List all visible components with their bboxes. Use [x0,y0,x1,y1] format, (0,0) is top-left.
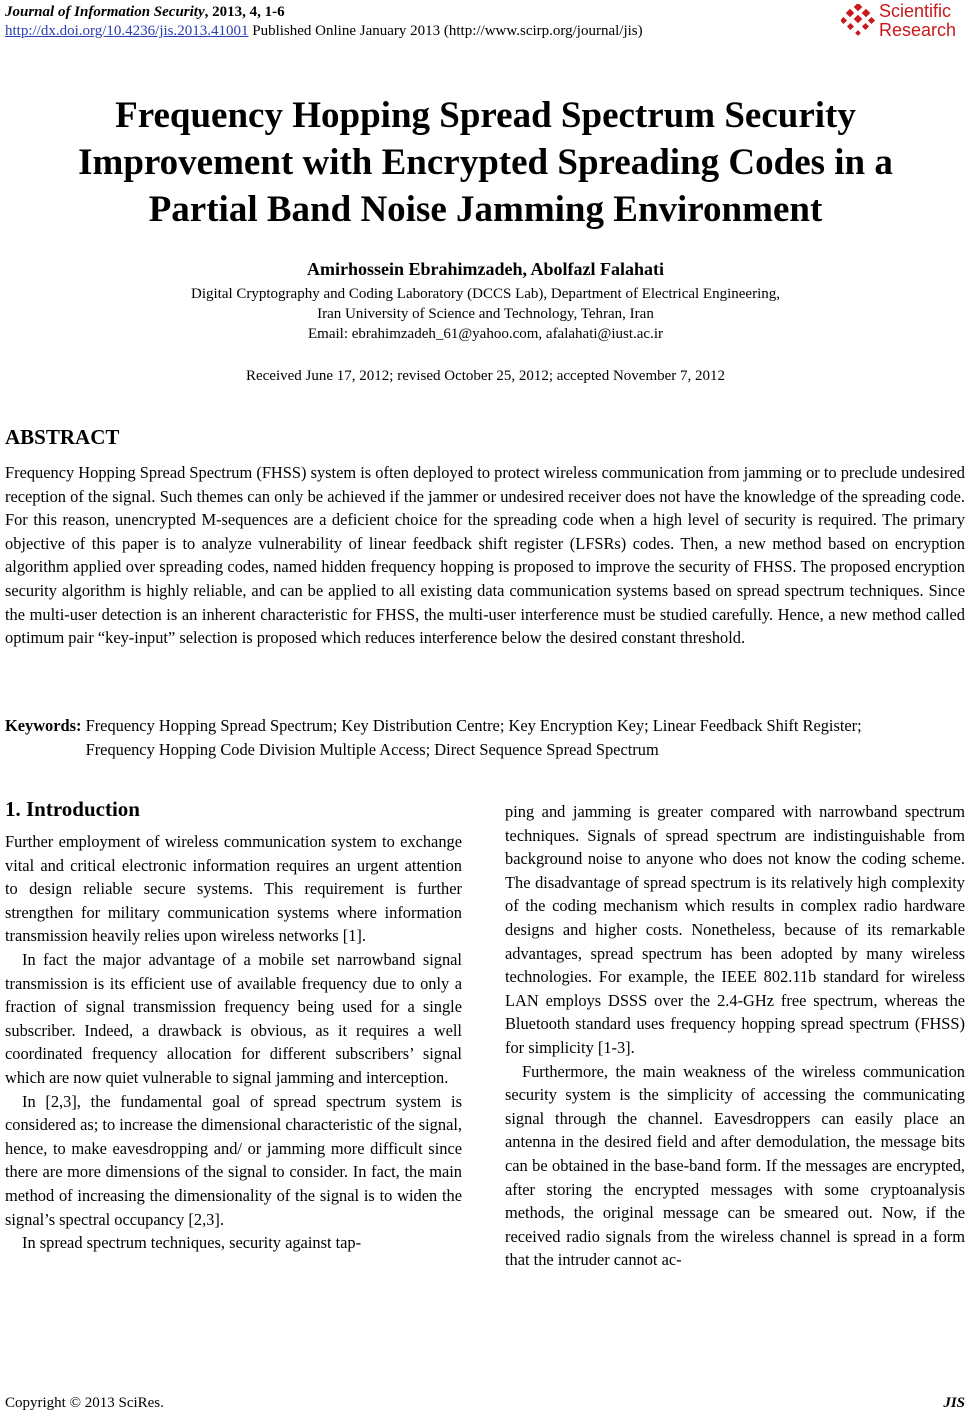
affiliation [0,284,971,344]
title-line-2: Improvement with Encrypted Spreading Codes in a [78,142,893,183]
logo-line-1: Scientific [879,1,952,21]
body-paragraph: In [2,3], the fundamental goal of spread spectrum system is considered as; to increase the dimensional characteristic of the signal, hence, to make eavesdropping and/ or jamming more difficult since there are more dimensions of the signal to consider. In fact, the main method of increasing the dimensionality of the signal is to widen the signal’s spectral occupancy [2,3]. [5,1091,462,1229]
received-dates: Received June 17, 2012; revised October 25, 2012; accepted November 7, 2012 [245,368,726,384]
logo-wordmark [879,2,956,40]
affiliation-email: Email: ebrahimzadeh_61@yahoo.com, afalahati@iust.ac.ir [308,326,663,342]
keywords-label: Keywords: [5,716,82,735]
authors: Amirhossein Ebrahimzadeh, Abolfazl Falahati [306,259,665,279]
running-header [5,3,643,41]
journal-citation [5,3,643,22]
affiliation-line-1: Digital Cryptography and Coding Laboratory (DCCS Lab), Department of Electrical Engineering, [190,286,780,302]
body-paragraph: In spread spectrum techniques, security against tap- [22,1233,362,1253]
abstract-heading: ABSTRACT [5,425,120,449]
title-line-1: Frequency Hopping Spread Spectrum Security [115,95,856,136]
logo-line-2: Research [879,20,957,40]
title-line-3: Partial Band Noise Jamming Environment [148,189,823,230]
paper-title [0,92,971,233]
body-paragraph: ping and jamming is greater compared with narrowband spectrum techniques. Signals of spread spectrum are indistinguishable from background noise to anyone who does not know the coding scheme. The disadvantage of spread spectrum is its relatively high complexity of the coding mechanism which results in complex radio hardware designs and higher costs. Nonetheless, because of its remarkable advantages, spread spectrum has been adopted by many wireless technologies. For example, the IEEE 802.11b standard for wireless LAN employs DSSS over the 2.4-GHz free spectrum, whereas the Bluetooth standard uses frequency hopping spread spectrum (FHSS) for simplicity [1-3]. [505,802,965,1057]
keywords-text: Frequency Hopping Spread Spectrum; Key Distribution Centre; Key Encryption Key; Linear Feedback Shift Register; Frequency Hopping Code Division Multiple Access; Direct Sequence Spread Spectrum [85,716,862,759]
body-paragraph: Further employment of wireless communication system to exchange vital and critical electronic information requires an urgent attention to design reliable secure systems. This requirement is further strengthen for military communication systems where information transmission heavily relies upon wireless networks [1]. [5,832,462,946]
keywords [5,714,965,761]
copyright: Copyright © 2013 SciRes. [5,1395,164,1411]
body-paragraph: In fact the major advantage of a mobile set narrowband signal transmission is its efficient use of available frequency due to only a fraction of signal transmission frequency being used for a single subscriber. Indeed, a drawback is obvious, as it requires a well coordinated frequency allocation for different subscribers’ signal which are now quiet vulnerable to signal jamming and interception. [5,949,462,1087]
section-heading-introduction: 1. Introduction [5,797,140,821]
doi-link[interactable]: http://dx.doi.org/10.4236/jis.2013.41001 [5,23,249,39]
journal-abbreviation: JIS [943,1395,965,1411]
left-column [5,796,462,1255]
publisher-logo [841,2,965,42]
journal-name: Journal of Information Security [5,4,205,20]
published-text: Published Online January 2013 (http://www.scirp.org/journal/jis) [248,23,643,39]
right-column [505,800,965,1272]
journal-volume: , 2013, 4, 1-6 [204,4,285,20]
affiliation-line-2: Iran University of Science and Technology, Tehran, Iran [317,306,654,322]
doi-line [5,22,643,41]
body-paragraph: Furthermore, the main weakness of the wireless communication security system is the simplicity of accessing the communicating signal through the channel. Eavesdroppers can easily place an antenna in the desired field and after demodulation, the message bits can be obtained in the base-band form. If the messages are encrypted, after storing the encrypted messages with some cryptoanalysis methods, the original message can be smeared out. Now, if the received radio signals from the wireless channel is spread in a form that the intruder cannot ac- [505,1061,965,1270]
scientific-research-logo-icon [841,4,877,40]
abstract-text: Frequency Hopping Spread Spectrum (FHSS) system is often deployed to protect wireless communication from jamming or to preclude undesired reception of the signal. Such themes can only be achieved if the jammer or undesired receiver does not have the knowledge of the spreading code. For this reason, unencrypted M-sequences are a deficient choice for the spreading code when a high level of security is required. The primary objective of this paper is to analyze vulnerability of linear feedback shift register (LFSRs) codes. Then, a new method based on encryption algorithm applied over spreading codes, named hidden frequency hopping is proposed to improve the security of FHSS. The proposed encryption security algorithm is highly reliable, and can be applied to all existing data communication systems based on spread spectrum techniques. Since the multi-user detection is an inherent characteristic for FHSS, the multi-user interference must be studied carefully. Hence, a new method called optimum pair “key-input” selection is proposed which reduces interference below the desired constant threshold. [5,463,965,648]
